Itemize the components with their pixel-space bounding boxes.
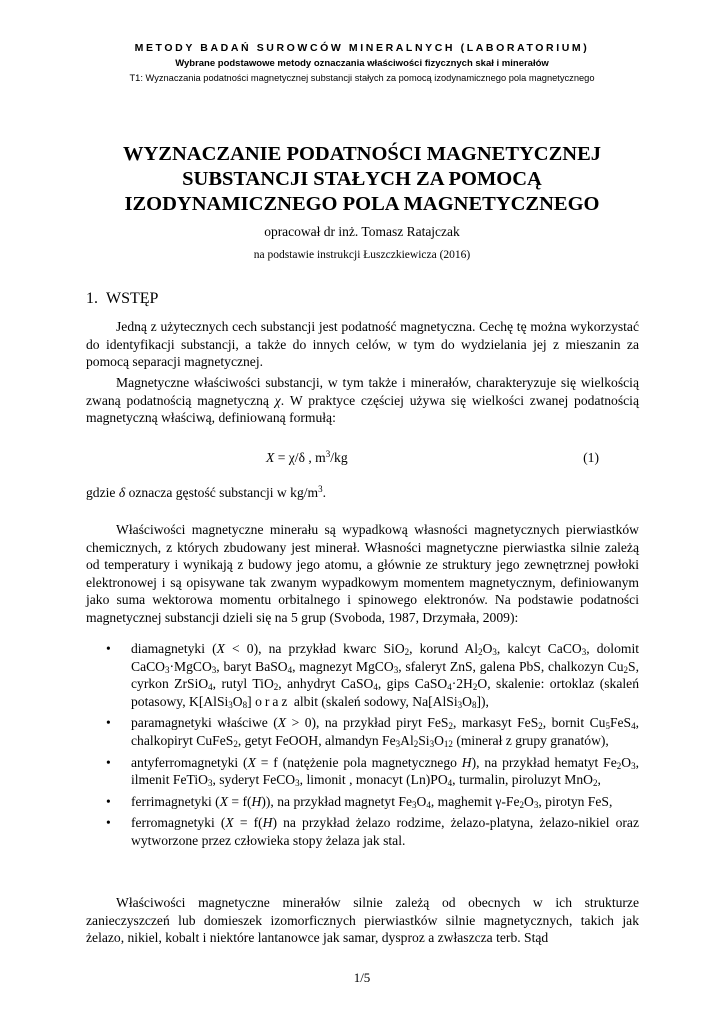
list-item-ferromagnetics: • ferromagnetyki (X = f(H) na przykład żelazo rodzime, żelazo-platyna, żelazo-nikiel oraz wytworzone przez człowieka stopy żelaza jak stal. xyxy=(106,815,639,848)
magnetic-groups-list xyxy=(106,640,639,854)
density-definition: gdzie δ oznacza gęstość substancji w $kg/m^3$. xyxy=(86,484,327,500)
title-line-1: WYZNACZANIE PODATNOŚCI MAGNETYCZNEJ xyxy=(123,143,601,165)
formula-number: (1) xyxy=(583,450,599,465)
document-title xyxy=(60,142,664,217)
intro-paragraph-1: Jedną z użytecznych cech substancji jest podatność magnetyczna. Cechę tę można wykorzystać do identyfikacji substancji, a także do innych celów, w tym do wydzielania jej z mieszanin za pomocą separacji magnetycznej. xyxy=(86,319,639,370)
magnetic-groups-paragraph: Właściwości magnetyczne minerału są wypadkową własności magnetycznych pierwiastków chemicznych, z których zbudowany jest minerał. Własności magnetyczne pierwiastka silnie zależą od temperatury i wynikają z budowy jego atomu, a głównie ze struktury jego zewnętrznej powłoki elektronowej i są opisywane tak zwanym wypadkowym momentem magnetycznym, definiowanym jako suma wektorowa momentu orbitalnego i spinowego elektronów. Na podstawie podatności magnetycznej substancji dzieli się na 5 grup (Svoboda, 1987, Drzymała, 2009): xyxy=(86,522,639,625)
intro-paragraph-2: Magnetyczne właściwości substancji, w tym także i minerałów, charakteryzuje się wielkością zwaną podatnością magnetyczną χ. W praktyce częściej używa się wielkości zwanej podatnością magnetyczną właściwą, definiowaną formułą: xyxy=(86,375,639,426)
bullet-icon: • xyxy=(106,793,111,809)
list-item-ferrimagnetics: • ferrimagnetyki (X = f(H)), na przykład magnetyt $Fe_3O_4$, maghemit $\gamma-Fe_2O_3$, pirotyn FeS, xyxy=(106,793,613,810)
section-title: WSTĘP xyxy=(106,290,159,307)
course-header: METODY BADAŃ SUROWCÓW MINERALNYCH (LABORATORIUM) xyxy=(134,42,590,54)
section-number: 1. xyxy=(86,290,98,307)
list-item-antiferromagnetics: • antyferromagnetyki (X = f (natężenie pola magnetycznego H), na przykład hematyt $Fe_2O_3$, ilmenit FeTiO$_3$, syderyt FeCO$_3$, limonit , monacyt $(Ln)PO_4$, turmalin, piroluzyt MnO$_2$, xyxy=(106,754,639,789)
title-line-3: IZODYNAMICZNEGO POLA MAGNETYCZNEGO xyxy=(124,193,600,215)
formula-expression: X = χ/δ , $m^3/kg$ xyxy=(266,449,348,465)
source-note: na podstawie instrukcji Łuszczkiewicza (2016) xyxy=(253,249,471,261)
course-subheader: Wybrane podstawowe metody oznaczania właściwości fizycznych skał i minerałów xyxy=(175,58,549,69)
author-line: opracował dr inż. Tomasz Ratajczak xyxy=(264,224,460,239)
list-item-paramagnetics: • paramagnetyki właściwe (X > 0), na przykład piryt FeS$_2$, markasyt FeS$_2$, bornit $Cu_5FeS_4$, chalkopiryt CuFeS$_2$, getyt FeOOH, almandyn $Fe_3Al_2Si_3O_{12}$ (minerał z grupy granatów), xyxy=(106,715,639,749)
impurities-paragraph: Właściwości magnetyczne minerałów silnie zależą od obecnych w ich strukturze zanieczyszczeń lub domieszek izomorficznych pierwiastków silnie magnetycznych, takich jak żelazo, nikiel, kobalt i niektóre lantanowce jak samar, dysproz a zwłaszcza terb. Stąd xyxy=(86,895,639,946)
list-item-diamagnetics: • diamagnetyki (X < 0), na przykład kwarc SiO$_2$, korund $Al_2O_3$, kalcyt CaCO$_3$, dolomit CaCO$_3$·MgCO$_3$, baryt BaSO$_4$, magnezyt MgCO$_3$, sfaleryt ZnS, galena PbS, chalkozyn $Cu_2S$, cyrkon ZrSiO$_4$, rutyl TiO$_2$, anhydryt CaSO$_4$, gips $CaSO_4\cdot 2H_2O$, skalenie: ortoklaz (skaleń potasowy, $K[AlSi_3O_8]$ oraz albit (skaleń sodowy, $Na[AlSi_3O_8]$), xyxy=(106,641,640,710)
section-heading xyxy=(86,290,158,308)
bullet-icon: • xyxy=(106,754,111,770)
page-number: 1/5 xyxy=(353,970,371,985)
topic-header: T1: Wyznaczania podatności magnetycznej substancji stałych za pomocą izodynamicznego pola magnetycznego xyxy=(129,73,595,83)
bullet-icon: • xyxy=(106,815,111,831)
title-line-2: SUBSTANCJI STAŁYCH ZA POMOCĄ xyxy=(182,168,542,190)
bullet-icon: • xyxy=(106,641,111,656)
bullet-icon: • xyxy=(106,715,111,731)
